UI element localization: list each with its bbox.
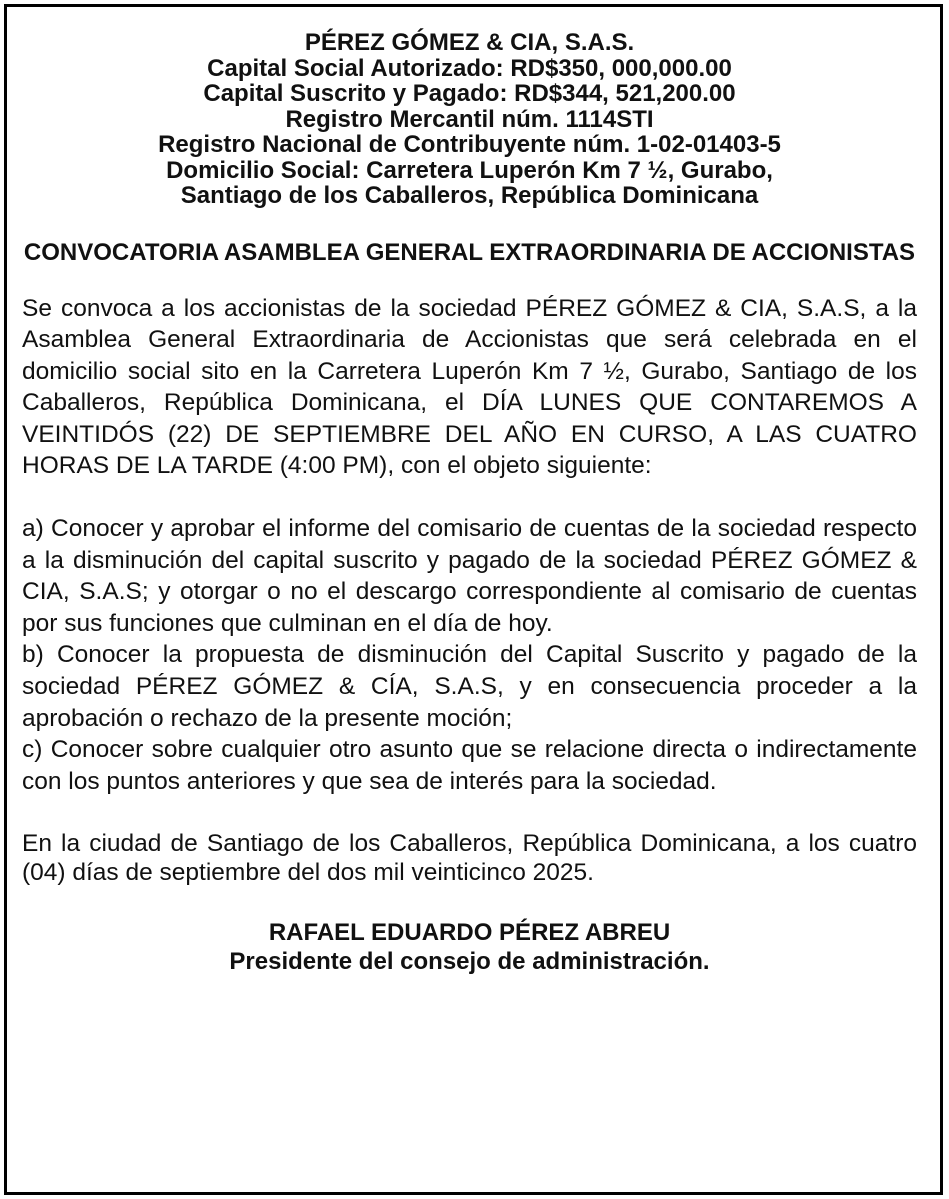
domicilio-line-1: Domicilio Social: Carretera Luperón Km 7 ½, Gurabo, bbox=[166, 156, 773, 184]
agenda-item-c: c) Conocer sobre cualquier otro asunto que se relacione directa o indirectamente con los puntos anteriores y que sea de interés para la sociedad. bbox=[22, 736, 917, 795]
capital-autorizado: Capital Social Autorizado: RD$350, 000,000.00 bbox=[207, 54, 732, 82]
signatory-name: RAFAEL EDUARDO PÉREZ ABREU bbox=[268, 919, 671, 947]
signatory-role: Presidente del consejo de administración. bbox=[229, 948, 710, 976]
rnc-number: Registro Nacional de Contribuyente núm. 1-02-01403-5 bbox=[158, 131, 781, 158]
signature-block bbox=[22, 918, 917, 976]
domicilio-line-2: Santiago de los Caballeros, República Dominicana bbox=[180, 182, 759, 209]
registro-mercantil: Registro Mercantil núm. 1114STI bbox=[285, 105, 654, 133]
capital-suscrito: Capital Suscrito y Pagado: RD$344, 521,200.00 bbox=[203, 80, 736, 107]
notice-title: CONVOCATORIA ASAMBLEA GENERAL EXTRAORDINARIA DE ACCIONISTAS bbox=[23, 238, 916, 266]
closing-paragraph: En la ciudad de Santiago de los Caballeros, República Dominicana, a los cuatro (04) días de septiembre del dos mil veinticinco 2025. bbox=[22, 830, 917, 887]
agenda-list bbox=[22, 513, 917, 797]
agenda-item-a: a) Conocer y aprobar el informe del comisario de cuentas de la sociedad respecto a la disminución del capital suscrito y pagado de la sociedad PÉREZ GÓMEZ & CIA, S.A.S; y otorgar o no el descargo correspondiente al comisario de cuentas por sus funciones que culminan en el día de hoy. bbox=[22, 515, 917, 637]
intro-paragraph: Se convoca a los accionistas de la sociedad PÉREZ GÓMEZ & CIA, S.A.S, a la Asamblea General Extraordinaria de Accionistas que será celebrada en el domicilio social sito en la Carretera Luperón Km 7 ½, Gurabo, Santiago de los Caballeros, República Dominicana, el DÍA LUNES QUE CONTAREMOS A VEINTIDÓS (22) DE SEPTIEMBRE DEL AÑO EN CURSO, A LAS CUATRO HORAS DE LA TARDE (4:00 PM), con el objeto siguiente: bbox=[22, 294, 917, 480]
agenda-item-b: b) Conocer la propuesta de disminución del Capital Suscrito y pagado de la sociedad PÉREZ GÓMEZ & CÍA, S.A.S, y en consecuencia proceder a la aprobación o rechazo de la presente moción; bbox=[22, 641, 917, 732]
company-name: PÉREZ GÓMEZ & CIA, S.A.S. bbox=[304, 29, 635, 56]
company-header bbox=[22, 30, 917, 209]
notice-content bbox=[22, 30, 917, 976]
